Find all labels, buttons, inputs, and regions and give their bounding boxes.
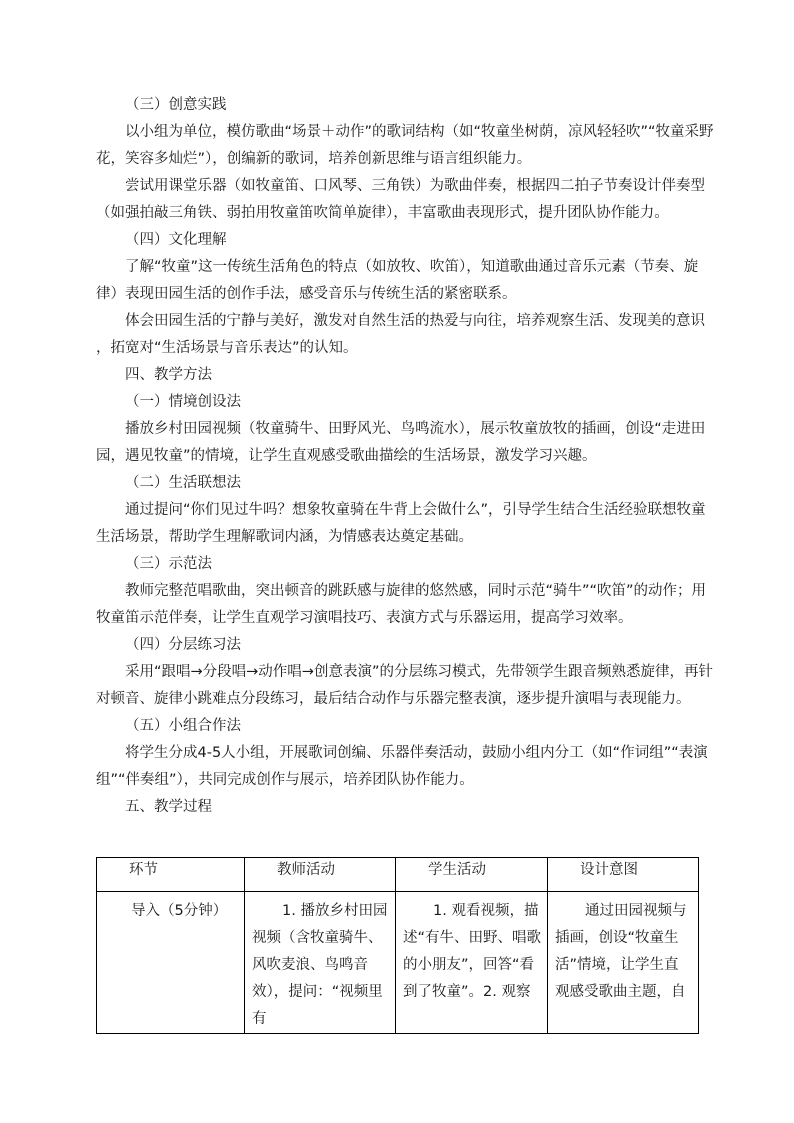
paragraph-group-cooperation-1: 将学生分成4-5人小组，开展歌词创编、乐器伴奏活动，鼓励小组内分工（如“作词组”“表演 <box>125 745 708 761</box>
header-teacher-activity: 教师活动 <box>245 858 396 892</box>
cell-student-activity: 1. 观看视频，描述“有牛、田野、唱歌的小朋友”，回答“看到了牧童”。2. 观察 <box>396 892 548 1034</box>
paragraph-shepherd-role-2: 律）表现田园生活的创作手法，感受音乐与传统生活的紧密联系。 <box>96 286 517 302</box>
paragraph-situation-2: 园，遇见牧童”的情境，让学生直观感受歌曲描绘的生活场景，激发学习兴趣。 <box>96 448 597 464</box>
paragraph-lyric-creation-1: 以小组为单位，模仿歌曲“场景＋动作”的歌词结构（如“牧童坐树荫，凉风轻轻吹”“牧童采野 <box>125 124 714 140</box>
cell-stage: 导入（5分钟） <box>97 892 245 1034</box>
cell-design-intent: 通过田园视频与插画，创设“牧童生活”情境，让学生直观感受歌曲主题，自 <box>548 892 699 1034</box>
section-heading-teaching-methods: 四、教学方法 <box>125 367 212 383</box>
section-heading-cultural-understanding: （四）文化理解 <box>125 232 227 248</box>
paragraph-rural-life-1: 体会田园生活的宁静与美好，激发对自然生活的热爱与向往，培养观察生活、发现美的意识 <box>125 313 705 329</box>
subheading-association-method: （二）生活联想法 <box>125 475 241 491</box>
paragraph-demonstration-1: 教师完整范唱歌曲，突出顿音的跳跃感与旋律的悠然感，同时示范“骑牛”“吹笛”的动作；用 <box>125 583 707 599</box>
section-heading-creative-practice: （三）创意实践 <box>125 97 227 113</box>
paragraph-association-2: 生活场景，帮助学生理解歌词内涵，为情感表达奠定基础。 <box>96 529 473 545</box>
table-header-row <box>97 858 699 892</box>
subheading-group-cooperation: （五）小组合作法 <box>125 718 241 734</box>
paragraph-association-1: 通过提问“你们见过牛吗？想象牧童骑在牛背上会做什么”，引导学生结合生活经验联想牧童 <box>125 502 706 518</box>
cell-teacher-activity: 1. 播放乡村田园视频（含牧童骑牛、风吹麦浪、鸟鸣音效），提问：“视频里有 <box>245 892 396 1034</box>
paragraph-demonstration-2: 牧童笛示范伴奏，让学生直观学习演唱技巧、表演方式与乐器运用，提高学习效率。 <box>96 610 633 626</box>
paragraph-layered-practice-1: 采用“跟唱→分段唱→动作唱→创意表演”的分层练习模式，先带领学生跟音频熟悉旋律，再针 <box>125 664 713 680</box>
paragraph-accompaniment-1: 尝试用课堂乐器（如牧童笛、口风琴、三角铁）为歌曲伴奏，根据四二拍子节奏设计伴奏型 <box>125 178 705 194</box>
header-design-intent: 设计意图 <box>548 858 699 892</box>
paragraph-group-cooperation-2: 组”“伴奏组”），共同完成创作与展示，培养团队协作能力。 <box>96 772 474 788</box>
paragraph-accompaniment-2: （如强拍敲三角铁、弱拍用牧童笛吹简单旋律），丰富歌曲表现形式，提升团队协作能力。 <box>96 205 669 221</box>
subheading-situation-method: （一）情境创设法 <box>125 394 241 410</box>
paragraph-layered-practice-2: 对顿音、旋律小跳难点分段练习，最后结合动作与乐器完整表演，逐步提升演唱与表现能力。 <box>96 691 691 707</box>
teaching-process-table <box>96 857 699 1034</box>
document-body <box>96 92 714 821</box>
header-student-activity: 学生活动 <box>396 858 548 892</box>
paragraph-rural-life-2: ，拓宽对“生活场景与音乐表达”的认知。 <box>96 340 358 356</box>
paragraph-shepherd-role-1: 了解“牧童”这一传统生活角色的特点（如放牧、吹笛），知道歌曲通过音乐元素（节奏、旋 <box>125 259 699 275</box>
subheading-demonstration-method: （三）示范法 <box>125 556 212 572</box>
section-heading-teaching-process: 五、教学过程 <box>125 799 212 815</box>
header-stage: 环节 <box>97 858 245 892</box>
paragraph-lyric-creation-2: 花，笑容多灿烂”），创编新的歌词，培养创新思维与语言组织能力。 <box>96 151 532 167</box>
paragraph-situation-1: 播放乡村田园视频（牧童骑牛、田野风光、鸟鸣流水），展示牧童放牧的插画，创设“走进田 <box>125 421 706 437</box>
subheading-layered-practice: （四）分层练习法 <box>125 637 241 653</box>
table-row <box>97 892 699 1034</box>
